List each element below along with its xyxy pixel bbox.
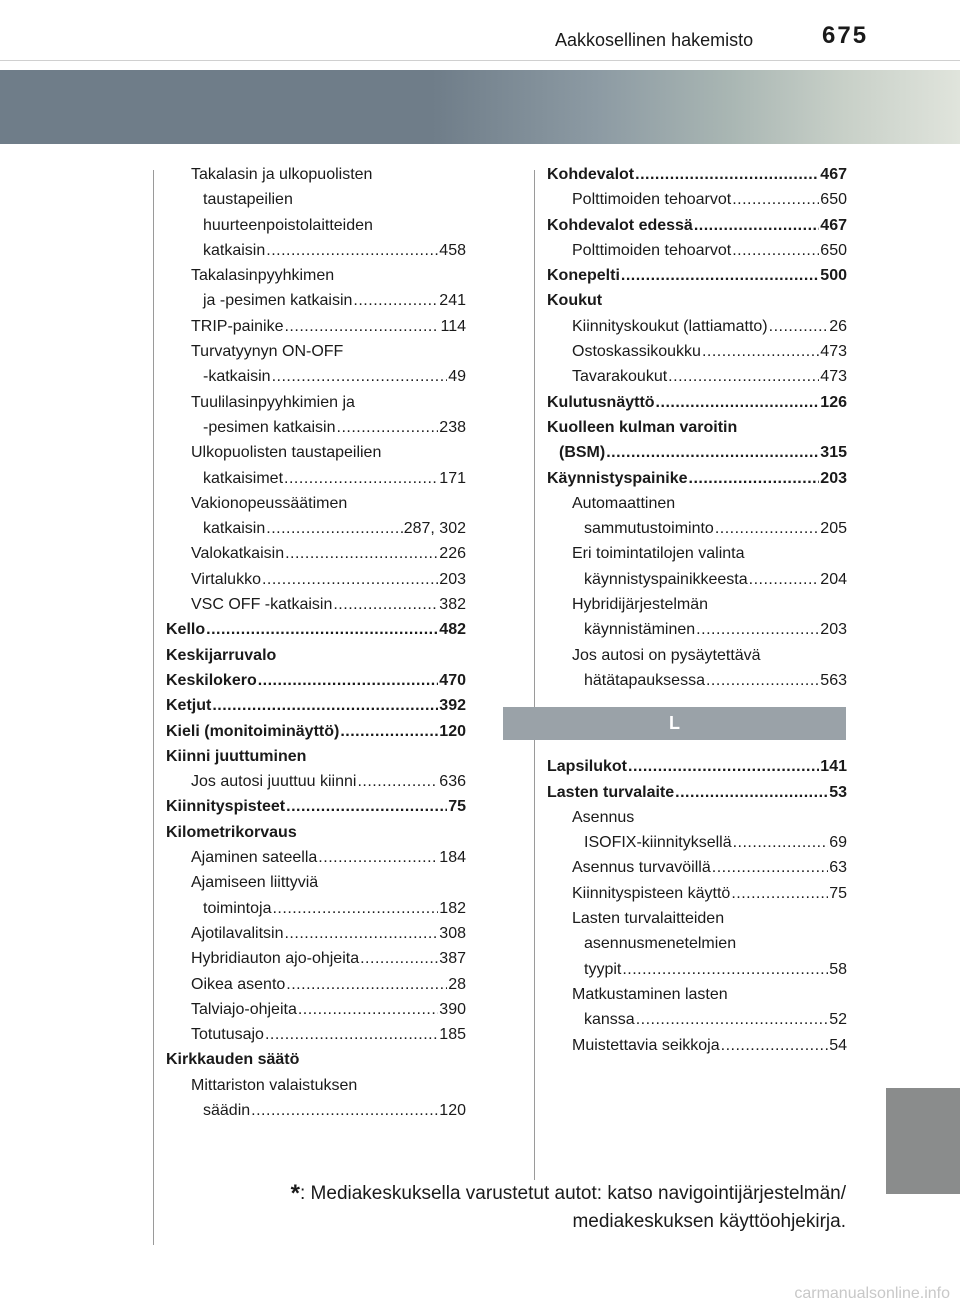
- leader-dots: [266, 516, 402, 541]
- index-group-k: [547, 162, 847, 693]
- index-entry-page: 120: [439, 722, 466, 740]
- index-entry: [166, 415, 466, 440]
- leader-dots: [298, 997, 438, 1022]
- index-entry-page: 458: [439, 241, 466, 259]
- leader-dots: [636, 1007, 829, 1032]
- index-entry-page: 120: [439, 1101, 466, 1119]
- index-entry: [547, 187, 847, 212]
- index-entry-text: katkaisin: [203, 241, 266, 259]
- leader-dots: [272, 896, 438, 921]
- index-entry-text: sammutustoiminto: [584, 520, 714, 538]
- index-entry: [547, 982, 847, 1007]
- index-entry-page: 287, 302: [403, 520, 466, 538]
- index-column-left: [166, 162, 466, 1123]
- index-entry-text: Vakionopeussäätimen: [191, 494, 348, 512]
- index-entry-text: Takalasin ja ulkopuolisten: [191, 166, 373, 183]
- index-entry-text: Tuulilasinpyyhkimien ja: [191, 393, 355, 411]
- index-entry-text: Talviajo-ohjeita: [191, 1000, 297, 1018]
- leader-dots: [732, 187, 819, 212]
- leader-dots: [733, 830, 829, 855]
- index-entry: [166, 339, 466, 364]
- index-entry-page: 49: [448, 368, 466, 386]
- index-column-right: [547, 162, 847, 1058]
- index-entry: [166, 541, 466, 566]
- leader-dots: [265, 1022, 438, 1047]
- index-entry-text: -pesimen katkaisin: [203, 418, 336, 436]
- index-entry: [166, 921, 466, 946]
- index-entry-page: 650: [820, 241, 847, 259]
- index-entry: [547, 1007, 847, 1032]
- index-entry-page: 473: [820, 368, 847, 386]
- index-entry-page: 75: [829, 884, 847, 902]
- page-number: 675: [822, 22, 869, 49]
- index-entry: [547, 162, 847, 187]
- index-entry: [166, 1073, 466, 1098]
- index-entry: [166, 567, 466, 592]
- index-entry-page: 226: [439, 545, 466, 563]
- index-entry: [166, 466, 466, 491]
- footnote-marker: *: [290, 1180, 300, 1207]
- index-entry: [166, 238, 466, 263]
- index-entry-page: 470: [439, 671, 466, 689]
- index-entry-page: 238: [439, 418, 466, 436]
- index-entry: [166, 896, 466, 921]
- index-entry-page: 390: [439, 1000, 466, 1018]
- index-entry-page: 114: [440, 317, 466, 335]
- index-entry: [547, 541, 847, 566]
- index-entry-page: 473: [820, 343, 847, 361]
- index-entry: [166, 1047, 466, 1072]
- index-entry-text: Asennus turvavöillä: [572, 859, 711, 877]
- index-entry-page: 650: [820, 191, 847, 209]
- index-entry-text: TRIP-painike: [191, 317, 284, 335]
- index-entry: [547, 592, 847, 617]
- index-entry-text: Kilometrikorvaus: [166, 823, 297, 841]
- index-entry: [166, 668, 466, 693]
- index-entry-text: Ulkopuolisten taustapeilien: [191, 444, 382, 462]
- index-entry: [166, 187, 466, 212]
- index-entry: [547, 855, 847, 880]
- index-entry-text: katkaisin: [203, 520, 266, 538]
- index-entry: [166, 719, 466, 744]
- index-entry-text: (BSM): [559, 444, 606, 462]
- index-entry-page: 392: [439, 697, 466, 715]
- index-entry-text: Oikea asento: [191, 975, 286, 993]
- index-entry-text: Jos autosi juuttuu kiinni: [191, 773, 357, 791]
- leader-dots: [285, 541, 438, 566]
- index-entry-page: 26: [829, 317, 847, 335]
- index-entry: [547, 213, 847, 238]
- index-entry: [166, 769, 466, 794]
- index-entry-text: Lapsilukot: [547, 758, 628, 776]
- index-entry: [166, 693, 466, 718]
- leader-dots: [360, 946, 438, 971]
- leader-dots: [721, 1033, 829, 1058]
- index-entry-text: Kulutusnäyttö: [547, 393, 655, 411]
- index-entry-page: 63: [829, 859, 847, 877]
- index-entry-page: 241: [439, 292, 466, 310]
- index-entry: [547, 364, 847, 389]
- index-entry: [547, 314, 847, 339]
- leader-dots: [286, 972, 447, 997]
- index-entry: [547, 931, 847, 956]
- leader-dots: [732, 238, 819, 263]
- index-entry-text: Takalasinpyyhkimen: [191, 267, 335, 285]
- index-entry-text: Mittariston valaistuksen: [191, 1076, 358, 1094]
- index-entry-text: Kello: [166, 621, 206, 639]
- leader-dots: [284, 466, 438, 491]
- leader-dots: [318, 845, 438, 870]
- center-column-rule: [534, 170, 535, 1180]
- section-letter-bar: L: [503, 707, 846, 740]
- index-entry-text: ja -pesimen katkaisin: [203, 292, 353, 310]
- leader-dots: [749, 567, 820, 592]
- index-entry-text: säädin: [203, 1101, 251, 1119]
- leader-dots: [262, 567, 438, 592]
- index-entry-text: toimintoja: [203, 899, 272, 917]
- index-entry-page: 308: [439, 924, 466, 942]
- header-rule: [0, 60, 960, 61]
- index-entry-page: 185: [439, 1026, 466, 1044]
- leader-dots: [731, 881, 828, 906]
- index-entry-text: Hybridijärjestelmän: [572, 596, 709, 614]
- index-entry-page: 184: [439, 849, 466, 867]
- leader-dots: [656, 390, 820, 415]
- index-entry: [166, 364, 466, 389]
- leader-dots: [357, 769, 438, 794]
- index-entry-text: Ketjut: [166, 697, 212, 715]
- index-entry-text: Ostoskassikoukku: [572, 343, 701, 361]
- index-entry-page: 28: [448, 975, 466, 993]
- index-entry: [166, 744, 466, 769]
- index-entry-text: Kiinni juuttuminen: [166, 747, 307, 765]
- leader-dots: [333, 592, 438, 617]
- index-entry-text: Kiinnityspisteet: [166, 798, 286, 816]
- index-entry: [166, 213, 466, 238]
- index-entry: [547, 881, 847, 906]
- index-entry: [547, 238, 847, 263]
- index-entry-text: Totutusajo: [191, 1026, 264, 1044]
- index-entry-text: Automaattinen: [572, 494, 676, 512]
- index-entry: [166, 845, 466, 870]
- index-entry: [166, 440, 466, 465]
- index-entry: [166, 288, 466, 313]
- index-entry-page: 182: [439, 899, 466, 917]
- index-entry-text: Lasten turvalaite: [547, 783, 675, 801]
- index-entry-text: tyypit: [584, 960, 622, 978]
- index-entry-page: 58: [829, 960, 847, 978]
- index-entry-page: 482: [439, 621, 466, 639]
- index-entry-page: 382: [439, 596, 466, 614]
- index-entry: [166, 870, 466, 895]
- index-entry: [166, 162, 466, 187]
- chapter-side-tab: [886, 1088, 960, 1194]
- index-entry: [547, 263, 847, 288]
- index-entry: [547, 1033, 847, 1058]
- index-entry-text: Polttimoiden tehoarvot: [572, 191, 732, 209]
- index-entry-text: ISOFIX-kiinnityksellä: [584, 834, 732, 852]
- index-entry-text: Ajaminen sateella: [191, 849, 318, 867]
- index-entry: [547, 288, 847, 313]
- footnote-text-1: : Mediakeskuksella varustetut autot: katso navigointijärjestelmän/: [300, 1183, 846, 1204]
- leader-dots: [266, 238, 438, 263]
- index-entry-text: Keskijarruvalo: [166, 646, 277, 664]
- index-entry: [166, 997, 466, 1022]
- index-entry: [166, 820, 466, 845]
- leader-dots: [337, 415, 439, 440]
- index-entry-page: 204: [820, 570, 847, 588]
- index-entry-page: 54: [829, 1036, 847, 1054]
- index-entry: [547, 830, 847, 855]
- leader-dots: [340, 719, 438, 744]
- index-entry-text: Jos autosi on pysäytettävä: [572, 646, 761, 664]
- index-entry-page: 387: [439, 950, 466, 968]
- index-entry-page: 203: [439, 570, 466, 588]
- index-entry: [166, 972, 466, 997]
- index-entry: [547, 643, 847, 668]
- index-entry-text: katkaisimet: [203, 469, 284, 487]
- index-entry: [547, 390, 847, 415]
- index-entry-text: Polttimoiden tehoarvot: [572, 241, 732, 259]
- index-entry-page: 205: [820, 520, 847, 538]
- index-entry: [166, 592, 466, 617]
- index-entry: [166, 516, 466, 541]
- section-title: Aakkosellinen hakemisto: [555, 30, 754, 50]
- index-entry-text: Valokatkaisin: [191, 545, 285, 563]
- leader-dots: [675, 780, 828, 805]
- index-entry-text: Konepelti: [547, 267, 620, 285]
- index-entry-text: Turvatyynyn ON-OFF: [191, 343, 344, 361]
- leader-dots: [206, 617, 438, 642]
- index-entry: [166, 1022, 466, 1047]
- index-entry-text: Kiinnityspisteen käyttö: [572, 884, 731, 902]
- leader-dots: [696, 617, 819, 642]
- index-entry: [166, 794, 466, 819]
- footnote: [291, 1180, 846, 1236]
- watermark: carmanualsonline.info: [794, 1285, 950, 1302]
- leader-dots: [622, 957, 828, 982]
- index-entry-page: 69: [829, 834, 847, 852]
- index-entry-page: 53: [829, 783, 847, 801]
- index-entry-page: 467: [820, 166, 847, 183]
- leader-dots: [706, 668, 819, 693]
- leader-dots: [668, 364, 819, 389]
- leader-dots: [702, 339, 819, 364]
- index-entry-text: taustapeilien: [203, 191, 293, 209]
- index-entry-page: 636: [439, 773, 466, 791]
- index-entry-text: Keskilokero: [166, 671, 257, 689]
- leader-dots: [715, 516, 819, 541]
- index-entry-page: 171: [439, 469, 466, 487]
- index-entry-text: hätätapauksessa: [584, 671, 705, 689]
- leader-dots: [712, 855, 828, 880]
- index-entry: [166, 617, 466, 642]
- index-entry-text: Ajotilavalitsin: [191, 924, 284, 942]
- index-entry: [547, 466, 847, 491]
- index-entry-text: Virtalukko: [191, 570, 261, 588]
- index-entry: [166, 491, 466, 516]
- index-entry-text: Koukut: [547, 292, 603, 310]
- footnote-line-2: mediakeskuksen käyttöohjekirja.: [572, 1211, 846, 1232]
- index-entry: [547, 491, 847, 516]
- leader-dots: [251, 1098, 438, 1123]
- leader-dots: [284, 921, 438, 946]
- index-entry-page: 203: [820, 469, 847, 487]
- leader-dots: [353, 288, 438, 313]
- index-entry-text: Kieli (monitoiminäyttö): [166, 722, 340, 740]
- index-entry-text: käynnistyspainikkeesta: [584, 570, 748, 588]
- index-entry-text: Asennus: [572, 808, 635, 826]
- index-entry-text: käynnistäminen: [584, 621, 696, 639]
- index-entry-text: Lasten turvalaitteiden: [572, 910, 725, 928]
- leader-dots: [212, 693, 438, 718]
- leader-dots: [286, 794, 447, 819]
- index-entry-text: asennusmenetelmien: [584, 935, 737, 953]
- index-entry: [166, 946, 466, 971]
- index-entry-text: Matkustaminen lasten: [572, 985, 728, 1003]
- index-entry-text: Kohdevalot: [547, 166, 635, 183]
- index-entry: [547, 516, 847, 541]
- index-entry-text: Kohdevalot edessä: [547, 216, 693, 234]
- leader-dots: [284, 314, 439, 339]
- index-entry-text: huurteenpoistolaitteiden: [203, 216, 373, 234]
- leader-dots: [769, 314, 829, 339]
- index-entry-page: 52: [829, 1011, 847, 1029]
- index-entry-text: Kuolleen kulman varoitin: [547, 418, 738, 436]
- leader-dots: [621, 263, 819, 288]
- index-entry: [166, 314, 466, 339]
- index-entry: [166, 643, 466, 668]
- leader-dots: [628, 754, 819, 779]
- index-entry-text: Ajamiseen liittyviä: [191, 874, 319, 892]
- index-entry: [547, 415, 847, 440]
- index-entry: [547, 567, 847, 592]
- index-entry-page: 563: [820, 671, 847, 689]
- index-entry: [547, 780, 847, 805]
- index-entry-page: 203: [820, 621, 847, 639]
- index-entry-text: kanssa: [584, 1011, 635, 1029]
- index-entry-page: 141: [820, 758, 847, 776]
- index-entry-text: Käynnistyspainike: [547, 469, 688, 487]
- leader-dots: [606, 440, 819, 465]
- index-entry-page: 500: [820, 267, 847, 285]
- leader-dots: [689, 466, 820, 491]
- index-entry: [166, 263, 466, 288]
- index-entry: [166, 1098, 466, 1123]
- index-entry-text: Hybridiauton ajo-ohjeita: [191, 950, 360, 968]
- index-entry-page: 467: [820, 216, 847, 234]
- index-entry-page: 75: [448, 798, 466, 816]
- leader-dots: [635, 162, 819, 187]
- index-entry-text: Eri toimintatilojen valinta: [572, 545, 745, 563]
- index-entry: [547, 957, 847, 982]
- index-entry-text: Kirkkauden säätö: [166, 1051, 300, 1069]
- index-entry: [166, 390, 466, 415]
- leader-dots: [258, 668, 439, 693]
- index-entry: [547, 668, 847, 693]
- leader-dots: [272, 364, 448, 389]
- footnote-line-1: [291, 1180, 846, 1208]
- index-entry-page: 315: [820, 444, 847, 462]
- index-entry-text: Kiinnityskoukut (lattiamatto): [572, 317, 768, 335]
- index-entry: [547, 906, 847, 931]
- index-entry-text: VSC OFF -katkaisin: [191, 596, 333, 614]
- header-band: [0, 70, 960, 144]
- index-entry-text: Tavarakoukut: [572, 368, 668, 386]
- index-entry-page: 126: [820, 393, 847, 411]
- index-entry: [547, 805, 847, 830]
- index-entry: [547, 440, 847, 465]
- left-column-rule: [153, 170, 154, 1245]
- index-entry: [547, 339, 847, 364]
- index-group-l: [547, 754, 847, 1058]
- index-entry: [547, 754, 847, 779]
- index-entry-text: Muistettavia seikkoja: [572, 1036, 720, 1054]
- index-entry: [547, 617, 847, 642]
- index-entry-text: -katkaisin: [203, 368, 271, 386]
- leader-dots: [694, 213, 819, 238]
